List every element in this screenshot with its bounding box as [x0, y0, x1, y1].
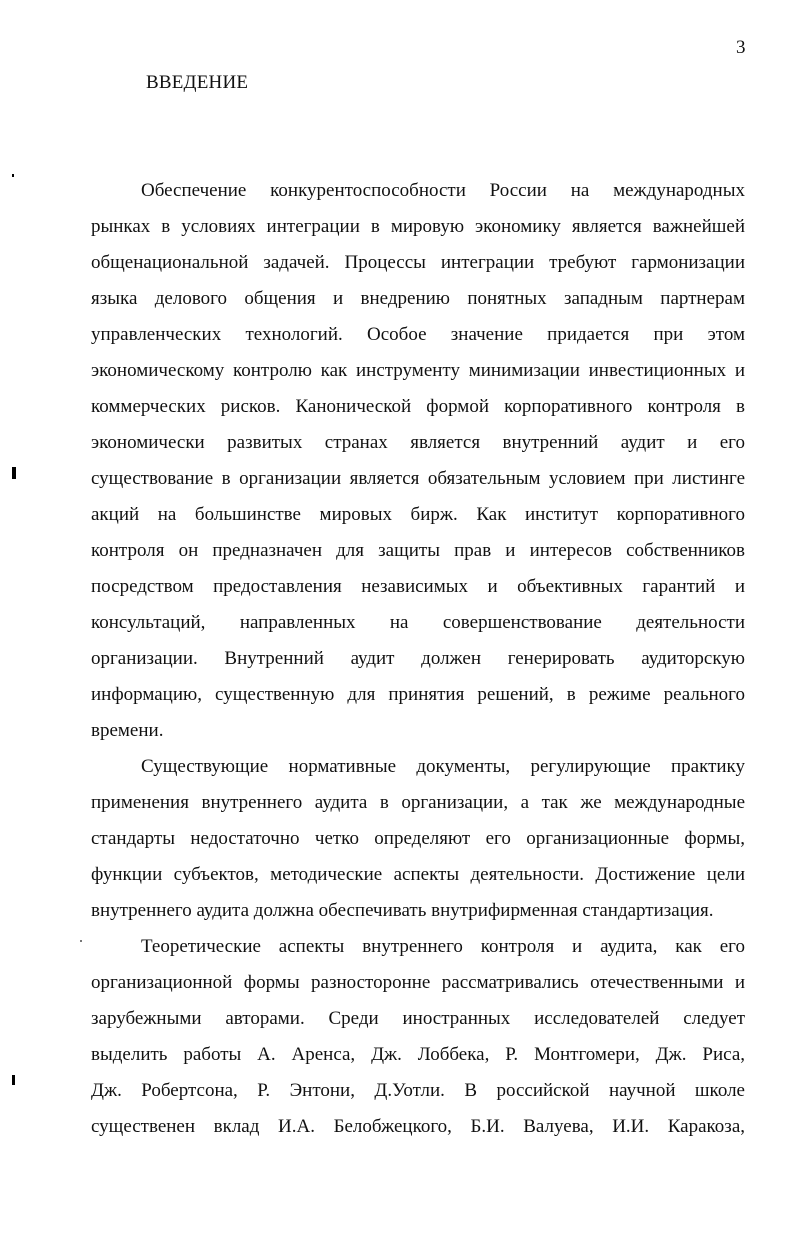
scan-artifact [12, 174, 14, 177]
body-text [91, 173, 745, 1145]
text-line: Дж. Робертсона, Р. Энтони, Д.Уотли. В российской научной школе [91, 1080, 745, 1101]
scan-artifact [12, 1075, 15, 1085]
text-line: языка делового общения и внедрению понятных западным партнерам [91, 288, 745, 309]
text-line: коммерческих рисков. Канонической формой корпоративного контроля в [91, 396, 745, 417]
text-line: внутреннего аудита должна обеспечивать внутрифирменная стандартизация. [91, 900, 714, 921]
text-line: Обеспечение конкурентоспособности России на международных [141, 180, 745, 201]
text-line: экономическому контролю как инструменту минимизации инвестиционных и [91, 360, 745, 381]
text-line: Существующие нормативные документы, регулирующие практику [141, 756, 745, 777]
text-line: времени. [91, 720, 164, 741]
text-line: Теоретические аспекты внутреннего контроля и аудита, как его [141, 936, 745, 957]
paragraph-1 [91, 173, 745, 749]
text-line: консультаций, направленных на совершенствование деятельности [91, 612, 745, 633]
paragraph-3 [91, 929, 745, 1145]
section-heading: ВВЕДЕНИЕ [146, 72, 249, 93]
text-line: общенациональной задачей. Процессы интеграции требуют гармонизации [91, 252, 745, 273]
text-line: организационной формы разносторонне рассматривались отечественными и [91, 972, 745, 993]
text-line: посредством предоставления независимых и объективных гарантий и [91, 576, 745, 597]
text-line: рынках в условиях интеграции в мировую экономику является важнейшей [91, 216, 745, 237]
paragraph-2 [91, 749, 745, 929]
text-line: организации. Внутренний аудит должен генерировать аудиторскую [91, 648, 745, 669]
text-line: зарубежными авторами. Среди иностранных исследователей следует [91, 1008, 745, 1029]
text-line: функции субъектов, методические аспекты деятельности. Достижение цели [91, 864, 745, 885]
text-line: информацию, существенную для принятия решений, в режиме реального [91, 684, 745, 705]
text-line: существование в организации является обязательным условием при листинге [91, 468, 745, 489]
text-line: акций на большинстве мировых бирж. Как институт корпоративного [91, 504, 745, 525]
text-line: управленческих технологий. Особое значение придается при этом [91, 324, 745, 345]
scan-artifact [12, 467, 16, 479]
text-line: контроля он предназначен для защиты прав и интересов собственников [91, 540, 745, 561]
text-line: экономически развитых странах является внутренний аудит и его [91, 432, 745, 453]
text-line: применения внутреннего аудита в организации, а так же международные [91, 792, 745, 813]
text-line: стандарты недостаточно четко определяют его организационные формы, [91, 828, 745, 849]
text-line: выделить работы А. Аренса, Дж. Лоббека, Р. Монтгомери, Дж. Риса, [91, 1044, 745, 1065]
scan-artifact [80, 940, 82, 942]
page-number: 3 [736, 37, 746, 58]
text-line: существенен вклад И.А. Белобжецкого, Б.И. Валуева, И.И. Каракоза, [91, 1116, 745, 1137]
